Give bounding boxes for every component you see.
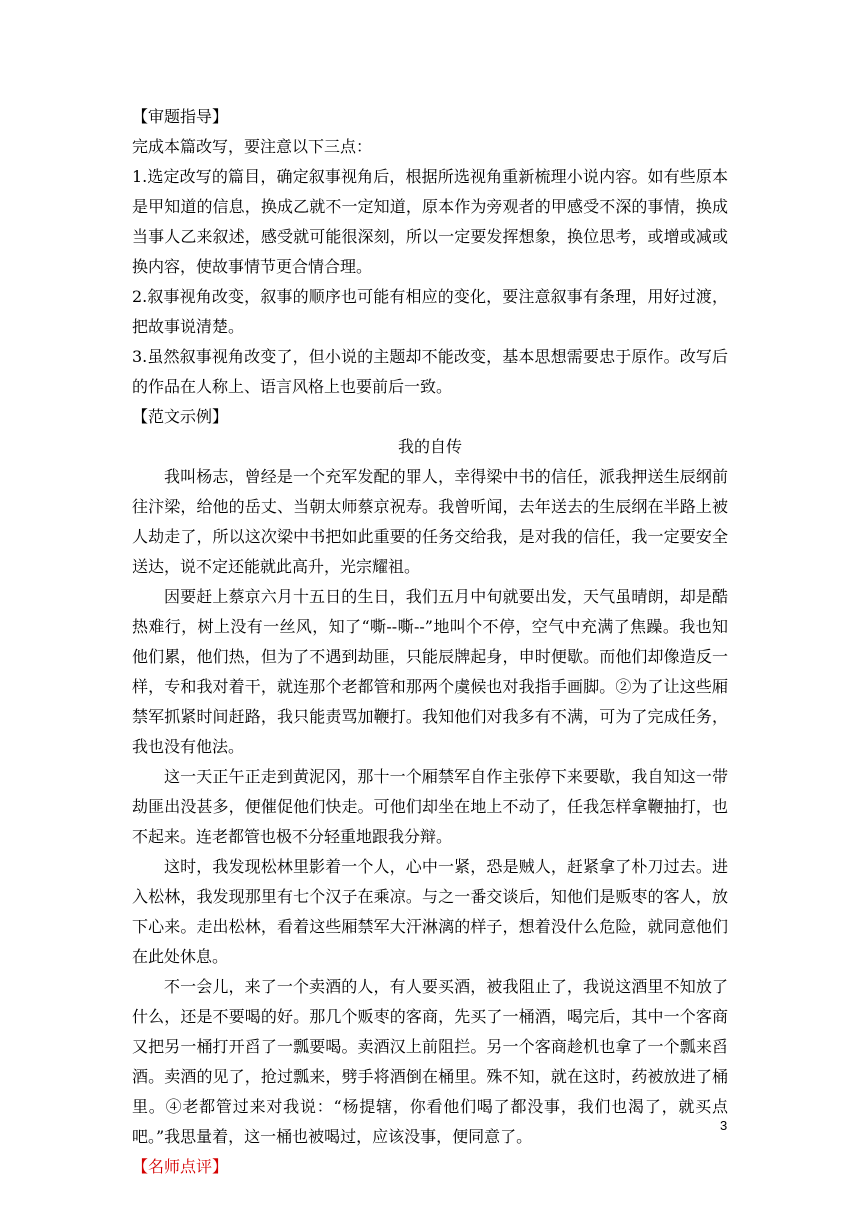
essay-paragraph-4: 这时，我发现松林里影着一个人，心中一紧，恐是贼人，赶紧拿了朴刀过去。进入松林，我发现那里有七个汉子在乘凉。与之一番交谈后，知他们是贩枣的客人，放下心来。走出松林，看着这些厢禁军大汗淋漓的样子，想着没什么危险，就同意他们在此处休息。 (132, 857, 728, 966)
essay-paragraph-5: 不一会儿，来了一个卖酒的人，有人要买酒，被我阻止了，我说这酒里不知放了什么，还是不要喝的好。那几个贩枣的客商，先买了一桶酒，喝完后，其中一个客商又把另一桶打开舀了一瓢要喝。卖酒汉上前阻拦。另一个客商趁机也拿了一个瓢来舀酒。卖酒的见了，抢过瓢来，劈手将酒倒在桶里。殊不知，就在这时，药被放进了桶里。④老都管过来对我说：“杨提辖，你看他们喝了都没事，我们也渴了，就买点吧。”我思量着，这一桶也被喝过，应该没事，便同意了。 (132, 977, 728, 1146)
guidance-intro: 完成本篇改写，要注意以下三点： (132, 137, 373, 156)
page-number: 3 (720, 1118, 728, 1133)
essay-title: 我的自传 (397, 437, 462, 456)
document-body (132, 102, 728, 1182)
essay-paragraph-1: 我叫杨志，曾经是一个充军发配的罪人，幸得梁中书的信任，派我押送生辰纲前往汴梁，给他的岳丈、当朝太师蔡京祝寿。我曾听闻，去年送去的生辰纲在半路上被人劫走了，所以这次梁中书把如此重要的任务交给我，是对我的信任，我一定要安全送达，说不定还能就此高升，光宗耀祖。 (132, 467, 728, 576)
essay-paragraph-2: 因要赶上蔡京六月十五日的生日，我们五月中旬就要出发，天气虽晴朗，却是酷热难行，树上没有一丝风，知了“嘶--嘶--”地叫个不停，空气中充满了焦躁。我也知他们累，他们热，但为了不遇到劫匪，只能辰牌起身，申时便歇。而他们却像造反一样，专和我对着干，就连那个老都管和那两个虞候也对我指手画脚。②为了让这些厢禁军抓紧时间赶路，我只能责骂加鞭打。我知他们对我多有不满，可为了完成任务，我也没有他法。 (132, 587, 728, 756)
guidance-point-2: 2.叙事视角改变，叙事的顺序也可能有相应的变化，要注意叙事有条理，用好过渡，把故事说清楚。 (132, 287, 728, 336)
example-heading: 【范文示例】 (132, 407, 229, 426)
guidance-point-1: 1.选定改写的篇目，确定叙事视角后，根据所选视角重新梳理小说内容。如有些原本是甲知道的信息，换成乙就不一定知道，原本作为旁观者的甲感受不深的事情，换成当事人乙来叙述，感受就可能很深刻，所以一定要发挥想象，换位思考，或增或减或换内容，使故事情节更合情合理。 (132, 167, 728, 276)
review-heading: 【名师点评】 (132, 1157, 229, 1176)
guidance-point-3: 3.虽然叙事视角改变了，但小说的主题却不能改变，基本思想需要忠于原作。改写后的作品在人称上、语言风格上也要前后一致。 (132, 347, 728, 396)
guidance-heading: 【审题指导】 (132, 107, 229, 126)
essay-paragraph-3: 这一天正午正走到黄泥冈，那十一个厢禁军自作主张停下来要歇，我自知这一带劫匪出没甚多，便催促他们快走。可他们却坐在地上不动了，任我怎样拿鞭抽打，也不起来。连老都管也极不分轻重地跟我分辩。 (132, 767, 728, 846)
